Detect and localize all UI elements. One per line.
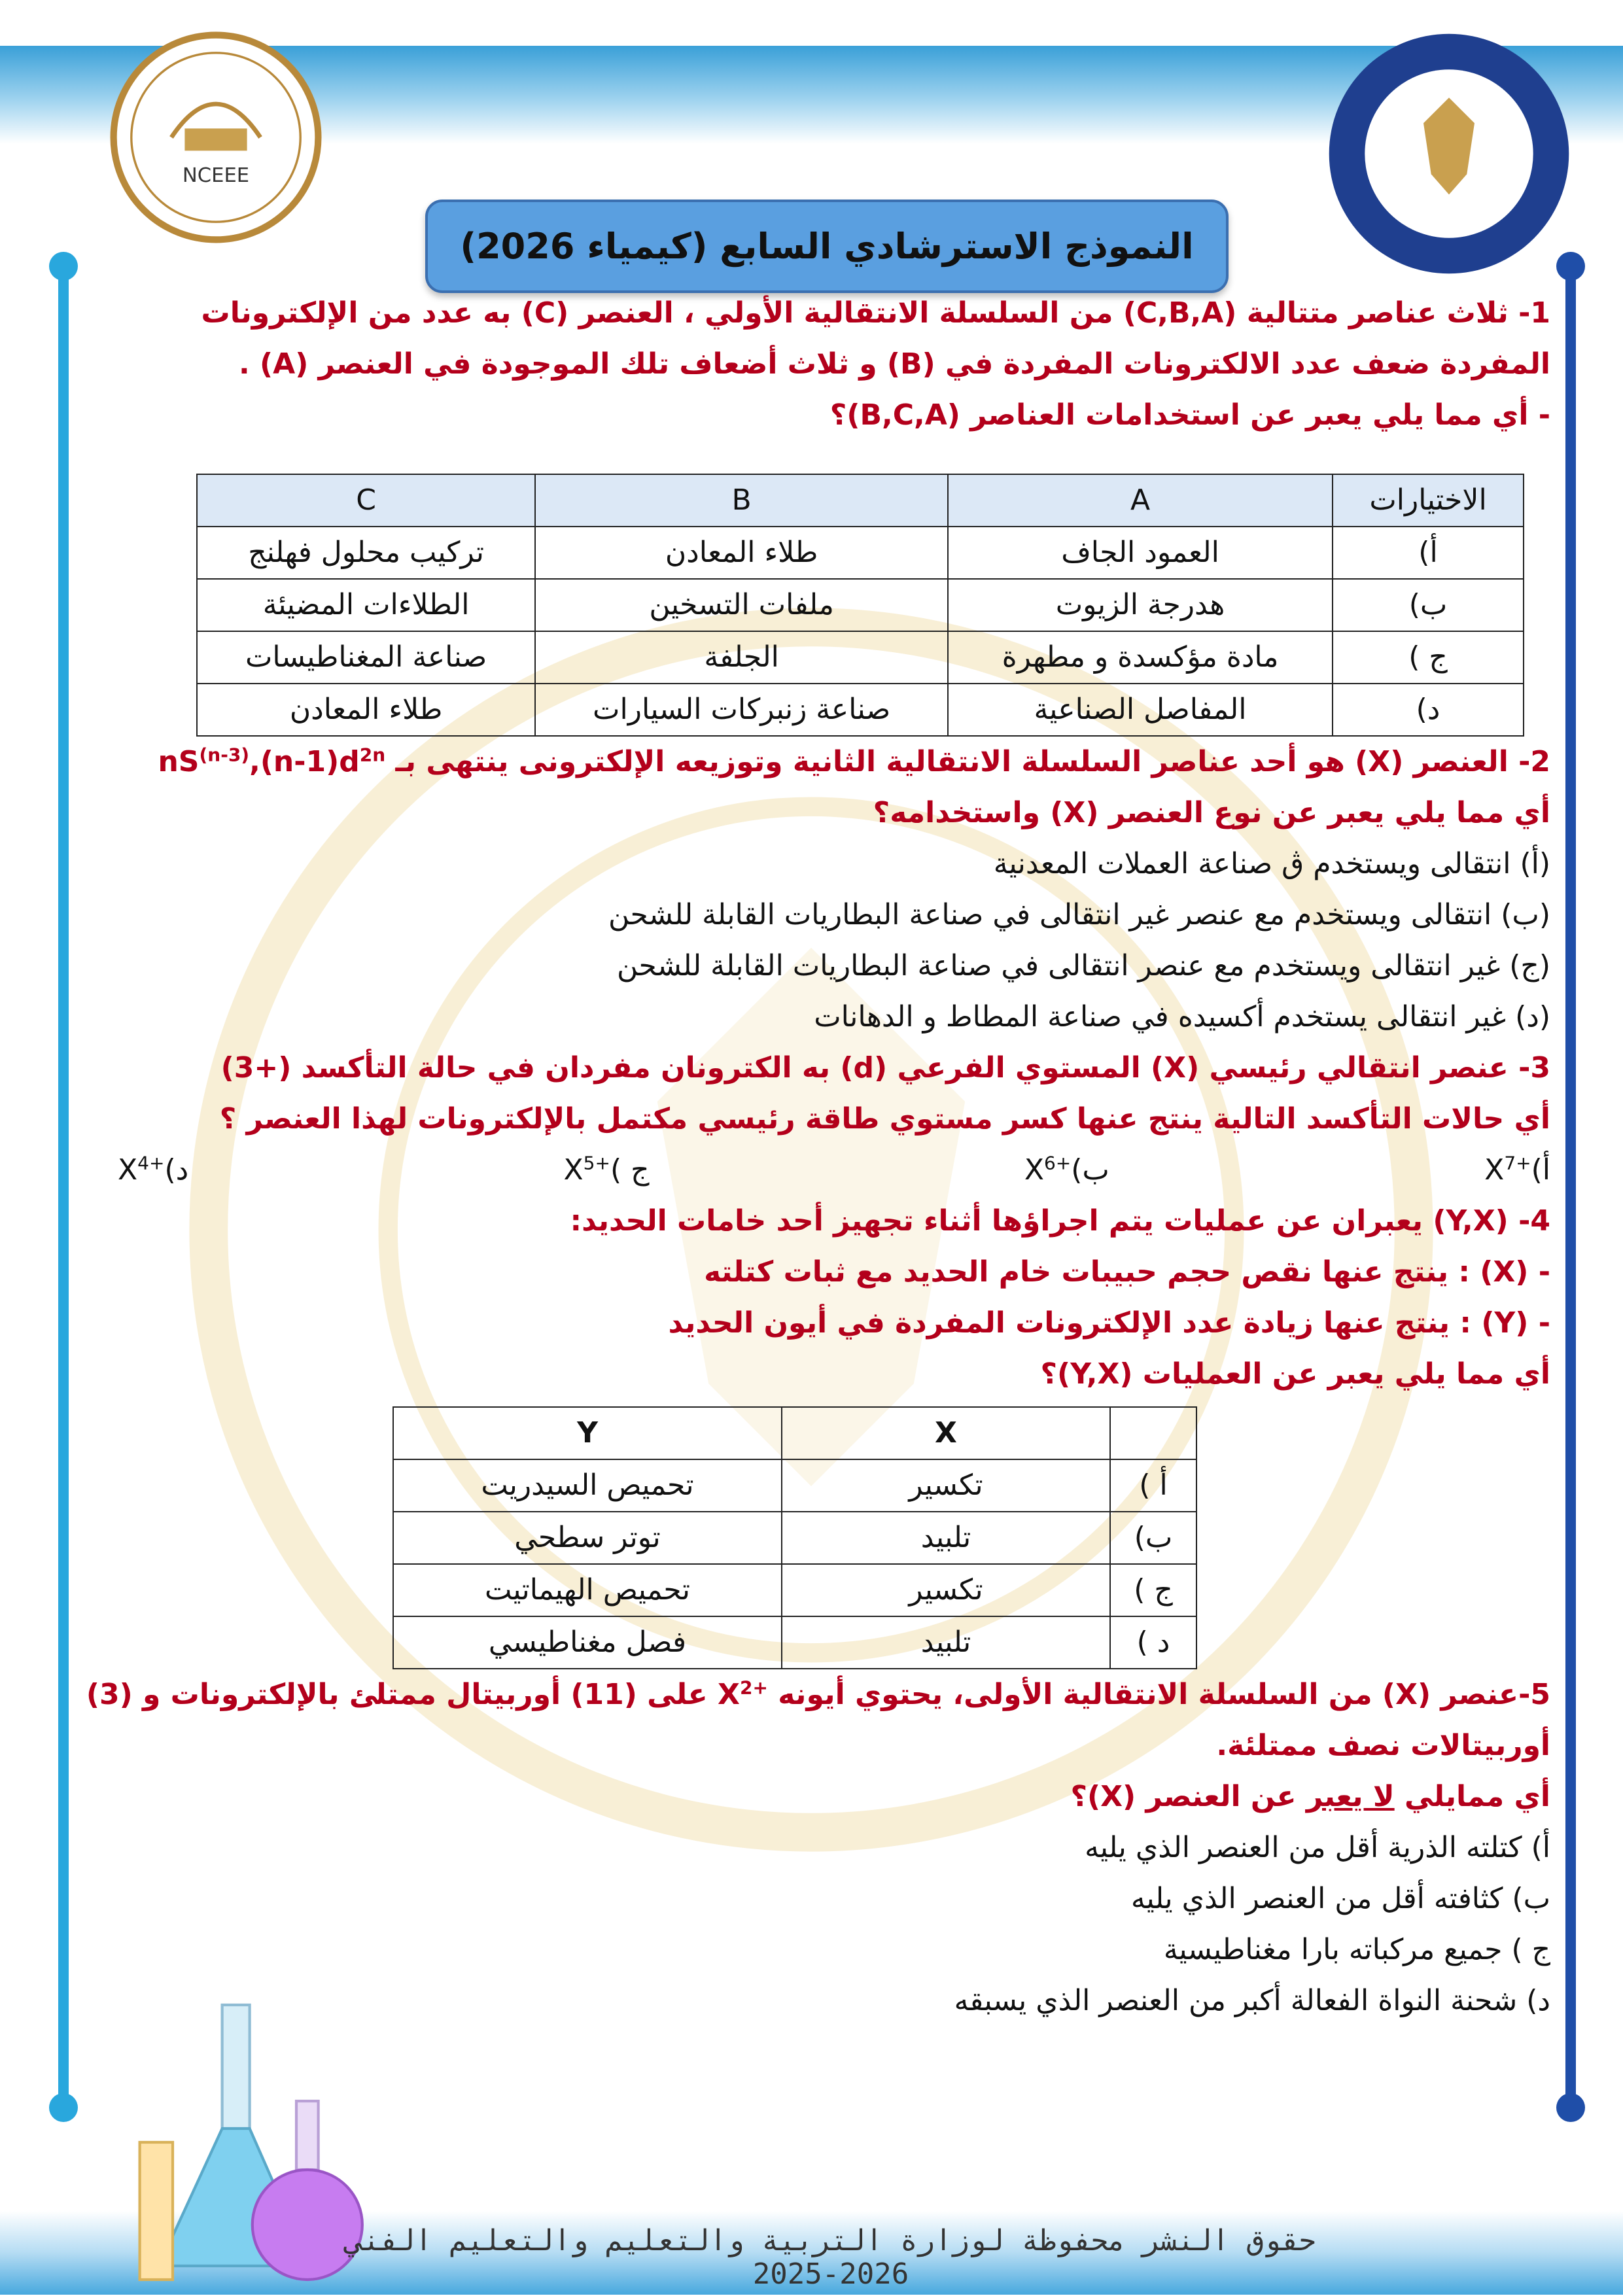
- q2-option-b: (ب) انتقالى ويستخدم مع عنصر غير انتقالى في صناعة البطاريات القابلة للشحن: [608, 898, 1550, 931]
- q5-option-d: د) شحنة النواة الفعالة أكبر من العنصر الذي يسبقه: [954, 1984, 1550, 2017]
- q1-cell: مادة مؤكسدة و مطهرة: [948, 631, 1333, 684]
- q1-cell: هدرجة الزيوت: [948, 579, 1333, 631]
- table-row: [393, 1616, 1196, 1669]
- q3-option-label: ج ): [610, 1153, 650, 1187]
- nceee-logo: [105, 26, 327, 249]
- q3-option-base: X: [118, 1153, 138, 1187]
- q1-cell: أ): [1333, 527, 1524, 579]
- q1-cell: صناعة المغناطيسات: [197, 631, 535, 684]
- q2-line1: [118, 737, 1550, 788]
- q1-line2: المفردة ضعف عدد الالكترونات المفردة في (B) و ثلاث أضعاف تلك الموجودة في العنصر (A) .: [239, 347, 1550, 381]
- q4-header-x: X: [782, 1407, 1110, 1459]
- q3-option-sup: 7+: [1504, 1152, 1531, 1174]
- q5-question-a: أي ممايلي: [1405, 1780, 1550, 1813]
- q2-config-a: nS: [158, 745, 200, 778]
- q1-cell: صناعة زنبركات السيارات: [535, 684, 948, 736]
- ministry-logo: [1321, 26, 1577, 281]
- q4-table: [393, 1406, 1197, 1669]
- q5-text-b: على (11) أوربيتال ممتلئ بالإلكترونات و (3): [86, 1678, 708, 1711]
- q5-ion: [718, 1678, 768, 1711]
- q1-cell: طلاء المعادن: [535, 527, 948, 579]
- q4-cell: د ): [1110, 1616, 1196, 1669]
- left-rail: [58, 262, 69, 2106]
- q1-cell: د): [1333, 684, 1524, 736]
- table-row: [393, 1564, 1196, 1616]
- q4-cell: فصل مغناطيسي: [393, 1616, 782, 1669]
- q3-option-base: X: [563, 1153, 584, 1187]
- q5-question-negation: لا يعبر: [1306, 1780, 1395, 1813]
- q5-line1: [86, 1669, 1550, 1720]
- q4-cell: تحميص الهيماتيت: [393, 1564, 782, 1616]
- q4-header-y: Y: [393, 1407, 782, 1459]
- table-row: [393, 1512, 1196, 1564]
- q3-line1: 3- عنصر انتقالي رئيسي (X) المستوي الفرعي (d) به الكترونان مفردان في حالة التأكسد (+3): [220, 1051, 1550, 1085]
- copyright-footer: حقوق النشر محفوظة لوزارة التربية والتعليم والتعليم الفني 2026-2025: [345, 2224, 1316, 2291]
- q1-line3: - أي مما يلي يعبر عن استخدامات العناصر (B,C,A)؟: [829, 398, 1550, 432]
- q5-question-b: عن العنصر (X)؟: [1070, 1780, 1297, 1813]
- q4-cell: تلبيد: [782, 1616, 1110, 1669]
- q3-option-c: [564, 1145, 650, 1196]
- q4-line1: 4- (Y,X) يعبران عن عمليات يتم اجراؤها أثناء تجهيز أحد خامات الحديد:: [570, 1204, 1550, 1238]
- q2-line2: أي مما يلي يعبر عن نوع العنصر (X) واستخدامه؟: [873, 796, 1550, 829]
- svg-text:NCEEE: NCEEE: [182, 164, 250, 187]
- q3-option-base: X: [1484, 1153, 1505, 1187]
- q3-line2: أي حالات التأكسد التالية ينتج عنها كسر مستوي طاقة رئيسي مكتمل بالإلكترونات لهذا العنصر ؟: [219, 1102, 1550, 1136]
- q3-options: [118, 1145, 1550, 1196]
- q1-cell: طلاء المعادن: [197, 684, 535, 736]
- q1-header-c: C: [197, 474, 535, 527]
- q5-option-a: أ) كتلته الذرية أقل من العنصر الذي يليه: [1085, 1831, 1550, 1864]
- q2-option-d: (د) غير انتقالى يستخدم أكسيده في صناعة المطاط و الدهانات: [814, 1000, 1550, 1034]
- q2-option-a: (أ) انتقالى ويستخدم ڨ صناعة العملات المعدنية: [993, 847, 1550, 880]
- q4-cell: تحميص السيدريت: [393, 1459, 782, 1512]
- q4-line3: - (Y) : ينتج عنها زيادة عدد الإلكترونات المفردة في أيون الحديد: [668, 1306, 1550, 1340]
- table-row: [197, 684, 1524, 736]
- rail-dot: [49, 252, 78, 281]
- q4-header-label: [1110, 1407, 1196, 1459]
- table-row: [393, 1407, 1196, 1459]
- q1-table: [196, 474, 1524, 737]
- q5-option-c: ج ) جميع مركباته بارا مغناطيسية: [1163, 1933, 1550, 1966]
- q4-cell: ب): [1110, 1512, 1196, 1564]
- q5-line2: أوربيتالات نصف ممتلئة.: [1216, 1729, 1550, 1762]
- q3-option-label: أ): [1531, 1153, 1550, 1187]
- q5-line3: [118, 1771, 1550, 1822]
- q2-config-b-sup: 2n: [359, 744, 386, 766]
- q4-line2: - (X) : ينتج عنها نقص حجم حبيبات خام الحديد مع ثبات كتلته: [704, 1255, 1550, 1289]
- q3-option-base: X: [1024, 1153, 1044, 1187]
- table-row: [393, 1459, 1196, 1512]
- right-rail: [1565, 262, 1576, 2106]
- q3-option-a: [1484, 1145, 1550, 1196]
- q2-option-c: (ج) غير انتقالى ويستخدم مع عنصر انتقالى في صناعة البطاريات القابلة للشحن: [617, 949, 1550, 983]
- q5-option-b: ب) كثافته أقل من العنصر الذي يليه: [1130, 1882, 1550, 1915]
- q1-cell: ج ): [1333, 631, 1524, 684]
- q2-text: 2- العنصر (X) هو أحد عناصر السلسلة الانتقالية الثانية وتوزيعه الإلكترونى ينتهى بـ: [395, 745, 1550, 778]
- table-row: [197, 579, 1524, 631]
- rail-dot: [1556, 252, 1585, 281]
- q4-cell: تلبيد: [782, 1512, 1110, 1564]
- page-title: النموذج الاسترشادي السابع (كيمياء 2026): [460, 226, 1194, 267]
- q3-option-b: [1024, 1145, 1109, 1196]
- q1-cell: المفاصل الصناعية: [948, 684, 1333, 736]
- q1-cell: تركيب محلول فهلنج: [197, 527, 535, 579]
- q2-config: [158, 745, 385, 778]
- q3-option-sup: 5+: [583, 1152, 610, 1174]
- table-row: [197, 474, 1524, 527]
- q4-cell: تكسير: [782, 1564, 1110, 1616]
- q5-ion-sup: 2+: [739, 1677, 768, 1699]
- q4-cell: تكسير: [782, 1459, 1110, 1512]
- q5-ion-base: X: [718, 1678, 740, 1711]
- q2-config-b: ,(n-1)d: [249, 745, 360, 778]
- q1-header-b: B: [535, 474, 948, 527]
- q1-header-a: A: [948, 474, 1333, 527]
- q5-text-a: 5-عنصر (X) من السلسلة الانتقالية الأولى، يحتوي أيونه: [778, 1678, 1550, 1711]
- table-row: [197, 527, 1524, 579]
- rail-dot: [1556, 2093, 1585, 2122]
- q1-cell: الجلفة: [535, 631, 948, 684]
- q1-line1: 1- ثلاث عناصر متتالية (C,B,A) من السلسلة الانتقالية الأولي ، العنصر (C) به عدد من الإلكترونات: [201, 296, 1550, 330]
- page-title-box: [425, 200, 1229, 293]
- rail-dot: [49, 2093, 78, 2122]
- q3-option-d: [118, 1145, 188, 1196]
- q3-option-label: ب): [1071, 1153, 1109, 1187]
- q2-config-a-sup: (n-3): [199, 744, 250, 766]
- q1-cell: ب): [1333, 579, 1524, 631]
- q3-option-label: د): [164, 1153, 189, 1187]
- q1-cell: العمود الجاف: [948, 527, 1333, 579]
- q3-option-sup: 4+: [137, 1152, 165, 1174]
- q1-header-choices: الاختيارات: [1333, 474, 1524, 527]
- q4-line4: أي مما يلي يعبر عن العمليات (Y,X)؟: [1040, 1357, 1550, 1391]
- q4-cell: أ ): [1110, 1459, 1196, 1512]
- table-row: [197, 631, 1524, 684]
- q3-option-sup: 6+: [1043, 1152, 1072, 1174]
- q1-cell: الطلاءات المضيئة: [197, 579, 535, 631]
- q1-cell: ملفات التسخين: [535, 579, 948, 631]
- q4-cell: توتر سطحي: [393, 1512, 782, 1564]
- exam-content: [86, 288, 1550, 2026]
- q4-cell: ج ): [1110, 1564, 1196, 1616]
